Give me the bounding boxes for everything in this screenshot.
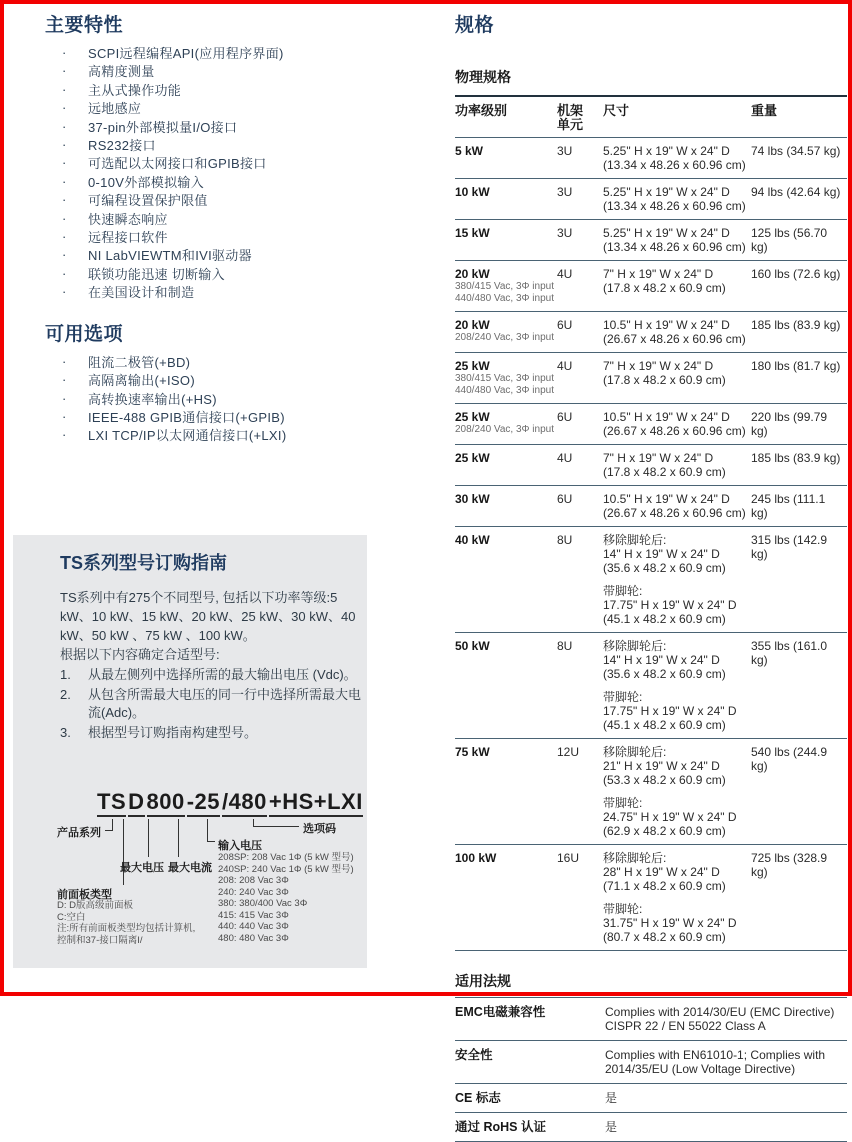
rack-cell: 12U bbox=[557, 745, 580, 759]
power-sub-label: 440/480 Vac, 3Φ input bbox=[455, 293, 554, 304]
regulation-value bbox=[605, 1041, 847, 1083]
weight-cell: 125 lbs (56.70 kg) bbox=[751, 226, 828, 254]
rack-cell: 16U bbox=[557, 851, 580, 865]
power-cell bbox=[455, 261, 557, 311]
power-sub-label: 440/480 Vac, 3Φ input bbox=[455, 385, 554, 396]
input-voltage-line: 208SP: 208 Vac 1Φ (5 kW 型号) bbox=[218, 852, 354, 863]
bullet-dot: · bbox=[62, 192, 67, 208]
power-cell bbox=[455, 739, 557, 844]
regulation-label: 通过 RoHS 认证 bbox=[455, 1120, 546, 1134]
bullet-dot: · bbox=[62, 137, 67, 153]
power-sub-label: 380/415 Vac, 3Φ input bbox=[455, 281, 554, 292]
dims-cell bbox=[603, 527, 751, 632]
connector-line bbox=[253, 826, 299, 827]
power-value: 20 kW bbox=[455, 318, 490, 332]
option-item: · LXI TCP/IP以太网通信接口(+LXI) bbox=[62, 427, 287, 444]
dims-cell bbox=[603, 404, 751, 444]
rack-cell: 8U bbox=[557, 639, 573, 653]
input-voltage-line: 440: 440 Vac 3Φ bbox=[218, 921, 289, 932]
dims-cell bbox=[603, 220, 751, 260]
regulation-value bbox=[605, 1113, 847, 1141]
feature-item: · 高精度测量 bbox=[62, 63, 155, 80]
spec-row bbox=[455, 845, 847, 951]
ordering-guide-note: 根据以下内容确定合适型号: bbox=[60, 647, 220, 662]
bullet-dot: · bbox=[62, 353, 67, 369]
feature-item: · SCPI远程编程API(应用程序界面) bbox=[62, 45, 284, 61]
power-cell bbox=[455, 220, 557, 260]
guide-step: 3. 根据型号订购指南构建型号。 bbox=[60, 725, 258, 740]
regulation-value bbox=[605, 998, 847, 1040]
spec-row bbox=[455, 312, 847, 353]
power-sub-label: 380/415 Vac, 3Φ input bbox=[455, 373, 554, 384]
step-number: 1. bbox=[60, 667, 71, 682]
weight-cell: 185 lbs (83.9 kg) bbox=[751, 451, 841, 465]
feature-item: · 快速瞬态响应 bbox=[62, 210, 168, 227]
dims-line: 带脚轮: bbox=[603, 902, 643, 916]
specs-column bbox=[455, 10, 847, 1142]
power-cell bbox=[455, 138, 557, 178]
power-value: 10 kW bbox=[455, 185, 490, 199]
dims-line: 移除脚轮后: bbox=[603, 745, 667, 759]
power-sub-label: 208/240 Vac, 3Φ input bbox=[455, 424, 554, 435]
power-value: 20 kW bbox=[455, 267, 490, 281]
connector-line bbox=[148, 819, 149, 857]
front-panel-list bbox=[57, 900, 195, 946]
power-value: 100 kW bbox=[455, 851, 497, 865]
dims-cell bbox=[603, 261, 751, 311]
dims-line: (26.67 x 48.26 x 60.96 cm) bbox=[603, 332, 746, 346]
dims-spacer bbox=[603, 575, 749, 584]
power-value: 25 kW bbox=[455, 359, 490, 373]
spec-row bbox=[455, 404, 847, 445]
front-panel-line: 注:所有前面板类型均包括计算机, bbox=[57, 923, 196, 934]
dims-line: (26.67 x 48.26 x 60.96 cm) bbox=[603, 424, 746, 438]
regulation-label: 安全性 bbox=[455, 1048, 493, 1062]
dims-cell bbox=[603, 138, 751, 178]
header-rack: 机架单元 bbox=[557, 103, 584, 132]
regulation-value bbox=[605, 1084, 847, 1112]
regulation-row bbox=[455, 1113, 847, 1142]
connector-line bbox=[207, 819, 208, 842]
options-list bbox=[45, 354, 437, 446]
model-segment: D bbox=[128, 789, 144, 817]
dims-cell bbox=[603, 445, 751, 485]
power-value: 25 kW bbox=[455, 451, 490, 465]
dims-line: 带脚轮: bbox=[603, 584, 643, 598]
bullet-dot: · bbox=[62, 284, 67, 300]
power-cell bbox=[455, 633, 557, 738]
feature-item: · NI LabVIEWTM和IVI驱动器 bbox=[62, 247, 252, 264]
ordering-guide-box bbox=[13, 535, 367, 968]
spec-row bbox=[455, 633, 847, 739]
ordering-guide-intro: TS系列中有275个不同型号, 包括以下功率等级:5 kW、10 kW、15 kW、20 kW、25 kW、30 kW、40 kW、50 kW 、75 kW 、100 kW。 bbox=[60, 590, 356, 643]
dims-line: 移除脚轮后: bbox=[603, 533, 667, 547]
ordering-guide-steps bbox=[60, 666, 364, 744]
dims-line: (53.3 x 48.2 x 60.9 cm) bbox=[603, 773, 726, 787]
physical-specs-title: 物理规格 bbox=[455, 69, 511, 85]
model-number-diagram bbox=[13, 785, 367, 965]
weight-cell: 74 lbs (34.57 kg) bbox=[751, 144, 841, 158]
dims-line: 5.25" H x 19" W x 24" D bbox=[603, 144, 730, 158]
ordering-guide-title: TS系列型号订购指南 bbox=[60, 553, 228, 573]
dims-line: 17.75" H x 19" W x 24" D bbox=[603, 704, 737, 718]
rack-cell: 3U bbox=[557, 185, 573, 199]
power-cell bbox=[455, 527, 557, 632]
bullet-dot: · bbox=[62, 229, 67, 245]
dims-cell bbox=[603, 633, 751, 738]
input-voltage-line: 240: 240 Vac 3Φ bbox=[218, 886, 289, 898]
bullet-dot: · bbox=[62, 408, 67, 424]
dims-line: (13.34 x 48.26 x 60.96 cm) bbox=[603, 199, 746, 213]
bullet-dot: · bbox=[62, 173, 67, 189]
feature-item: · 远程接口软件 bbox=[62, 229, 168, 246]
bullet-dot: · bbox=[62, 45, 67, 60]
dims-line: 7" H x 19" W x 24" D bbox=[603, 359, 714, 373]
dims-cell bbox=[603, 179, 751, 219]
dims-line: 10.5" H x 19" W x 24" D bbox=[603, 318, 730, 332]
bullet-dot: · bbox=[62, 427, 67, 443]
weight-cell: 160 lbs (72.6 kg) bbox=[751, 267, 841, 281]
rack-cell: 6U bbox=[557, 318, 573, 332]
header-weight: 重量 bbox=[751, 103, 778, 118]
weight-cell: 220 lbs (99.79 kg) bbox=[751, 410, 828, 438]
spec-row bbox=[455, 220, 847, 261]
rack-cell: 3U bbox=[557, 226, 573, 240]
spec-row bbox=[455, 138, 847, 179]
left-column bbox=[45, 10, 437, 446]
front-panel-line: C:空白 bbox=[57, 911, 86, 923]
option-item: · 阻流二极管(+BD) bbox=[62, 353, 191, 370]
input-voltage-line: 480: 480 Vac 3Φ bbox=[218, 932, 289, 944]
dims-line: 7" H x 19" W x 24" D bbox=[603, 451, 714, 465]
dims-line: (13.34 x 48.26 x 60.96 cm) bbox=[603, 158, 746, 172]
connector-line bbox=[123, 819, 124, 885]
spec-row bbox=[455, 179, 847, 220]
bullet-dot: · bbox=[62, 81, 67, 97]
spec-row bbox=[455, 353, 847, 404]
dims-line: 7" H x 19" W x 24" D bbox=[603, 267, 714, 281]
regulation-value-line: 是 bbox=[605, 1091, 618, 1105]
dims-spacer bbox=[603, 681, 749, 690]
dims-line: 带脚轮: bbox=[603, 796, 643, 810]
dims-line: (45.1 x 48.2 x 60.9 cm) bbox=[603, 718, 726, 732]
input-voltage-line: 240SP: 240 Vac 1Φ (5 kW 型号) bbox=[218, 863, 354, 875]
spec-row bbox=[455, 261, 847, 312]
dims-line: 21" H x 19" W x 24" D bbox=[603, 759, 720, 773]
label-input-voltage: 输入电压 bbox=[218, 840, 262, 852]
specs-title: 规格 bbox=[455, 15, 495, 36]
spec-row bbox=[455, 486, 847, 527]
dims-cell bbox=[603, 353, 751, 403]
bullet-dot: · bbox=[62, 100, 67, 116]
power-cell bbox=[455, 312, 557, 352]
regulation-row bbox=[455, 1041, 847, 1084]
dims-line: 5.25" H x 19" W x 24" D bbox=[603, 185, 730, 199]
features-list bbox=[45, 45, 437, 303]
feature-item: · 主从式操作功能 bbox=[62, 81, 182, 98]
power-cell bbox=[455, 404, 557, 444]
spec-row bbox=[455, 527, 847, 633]
regulation-label: CE 标志 bbox=[455, 1091, 501, 1105]
rack-cell: 6U bbox=[557, 410, 573, 424]
connector-line bbox=[178, 819, 179, 857]
dims-line: (17.8 x 48.2 x 60.9 cm) bbox=[603, 281, 726, 295]
weight-cell: 725 lbs (328.9 kg) bbox=[751, 851, 828, 879]
bullet-dot: · bbox=[62, 118, 67, 134]
regulation-row bbox=[455, 1084, 847, 1113]
connector-line bbox=[207, 841, 215, 842]
bullet-dot: · bbox=[62, 247, 67, 263]
dims-line: 17.75" H x 19" W x 24" D bbox=[603, 598, 737, 612]
option-item: · 高转换速率输出(+HS) bbox=[62, 390, 217, 407]
dims-line: 24.75" H x 19" W x 24" D bbox=[603, 810, 737, 824]
rack-cell: 6U bbox=[557, 492, 573, 506]
model-segment: -25 bbox=[187, 789, 220, 817]
connector-line bbox=[105, 830, 113, 831]
dims-line: 31.75" H x 19" W x 24" D bbox=[603, 916, 737, 930]
regulations-table bbox=[455, 998, 847, 1142]
power-cell bbox=[455, 179, 557, 219]
dims-spacer bbox=[603, 787, 749, 796]
dims-cell bbox=[603, 739, 751, 844]
rack-cell: 4U bbox=[557, 451, 573, 465]
regulation-value-line: CISPR 22 / EN 55022 Class A bbox=[605, 1019, 766, 1033]
model-segment: TS bbox=[97, 789, 126, 817]
step-number: 2. bbox=[60, 687, 71, 702]
dims-line: 14" H x 19" W x 24" D bbox=[603, 653, 720, 667]
guide-step: 1. 从最左侧列中选择所需的最大输出电压 (Vdc)。 bbox=[60, 667, 357, 682]
label-option-code: 选项码 bbox=[303, 823, 336, 835]
weight-cell: 245 lbs (111.1 kg) bbox=[751, 492, 826, 520]
power-value: 25 kW bbox=[455, 410, 490, 424]
dims-line: 移除脚轮后: bbox=[603, 851, 667, 865]
weight-cell: 185 lbs (83.9 kg) bbox=[751, 318, 841, 332]
feature-item: · 0-10V外部模拟输入 bbox=[62, 173, 204, 190]
dims-line: (62.9 x 48.2 x 60.9 cm) bbox=[603, 824, 726, 838]
front-panel-line: 控制和37-接口隔离I/ bbox=[57, 934, 143, 946]
dims-line: (80.7 x 48.2 x 60.9 cm) bbox=[603, 930, 726, 944]
input-voltage-list bbox=[218, 852, 354, 944]
weight-cell: 315 lbs (142.9 kg) bbox=[751, 533, 828, 561]
dims-line: 5.25" H x 19" W x 24" D bbox=[603, 226, 730, 240]
dims-line: (35.6 x 48.2 x 60.9 cm) bbox=[603, 561, 726, 575]
specs-table-header bbox=[455, 97, 847, 138]
guide-step: 2. 从包含所需最大电压的同一行中选择所需最大电流(Adc)。 bbox=[60, 687, 362, 720]
features-title: 主要特性 bbox=[45, 15, 124, 36]
power-value: 5 kW bbox=[455, 144, 484, 158]
dims-line: 10.5" H x 19" W x 24" D bbox=[603, 492, 730, 506]
front-panel-line: D: D版高级前面板 bbox=[57, 900, 134, 911]
dims-line: 28" H x 19" W x 24" D bbox=[603, 865, 720, 879]
feature-item: · RS232接口 bbox=[62, 137, 156, 154]
option-item: · 高隔离输出(+ISO) bbox=[62, 372, 195, 389]
power-value: 40 kW bbox=[455, 533, 490, 547]
model-segment: 800 bbox=[147, 789, 185, 817]
dims-line: 带脚轮: bbox=[603, 690, 643, 704]
rack-cell: 4U bbox=[557, 359, 573, 373]
power-value: 75 kW bbox=[455, 745, 490, 759]
weight-cell: 540 lbs (244.9 kg) bbox=[751, 745, 828, 773]
weight-cell: 180 lbs (81.7 kg) bbox=[751, 359, 841, 373]
dims-spacer bbox=[603, 893, 749, 902]
step-number: 3. bbox=[60, 725, 71, 740]
rack-cell: 8U bbox=[557, 533, 573, 547]
feature-item: · 可选配以太网接口和GPIB接口 bbox=[62, 155, 267, 172]
header-dims: 尺寸 bbox=[603, 103, 630, 118]
dims-line: (35.6 x 48.2 x 60.9 cm) bbox=[603, 667, 726, 681]
feature-item: · 远地感应 bbox=[62, 100, 142, 117]
dims-line: (17.8 x 48.2 x 60.9 cm) bbox=[603, 373, 726, 387]
dims-line: 10.5" H x 19" W x 24" D bbox=[603, 410, 730, 424]
input-voltage-line: 380: 380/400 Vac 3Φ bbox=[218, 898, 308, 909]
dims-line: (45.1 x 48.2 x 60.9 cm) bbox=[603, 612, 726, 626]
label-front-panel: 前面板类型 bbox=[57, 889, 112, 901]
model-segment: /480 bbox=[222, 789, 267, 817]
regulation-value-line: 是 bbox=[605, 1120, 618, 1134]
power-cell bbox=[455, 445, 557, 485]
regulation-label: EMC电磁兼容性 bbox=[455, 1005, 546, 1019]
power-cell bbox=[455, 353, 557, 403]
bullet-dot: · bbox=[62, 372, 67, 388]
model-number bbox=[97, 789, 365, 815]
label-max-current: 最大电流 bbox=[168, 862, 212, 874]
feature-item: · 37-pin外部模拟量I/O接口 bbox=[62, 118, 238, 135]
regulation-row bbox=[455, 998, 847, 1041]
regulation-value-line: Complies with EN61010-1; Complies with bbox=[605, 1048, 826, 1062]
bullet-dot: · bbox=[62, 210, 67, 226]
input-voltage-line: 208: 208 Vac 3Φ bbox=[218, 875, 289, 886]
feature-item: · 可编程设置保护限值 bbox=[62, 192, 208, 209]
physical-specs-table bbox=[455, 95, 847, 951]
dims-line: 移除脚轮后: bbox=[603, 639, 667, 653]
label-product-series: 产品系列 bbox=[57, 827, 101, 839]
dims-line: (13.34 x 48.26 x 60.96 cm) bbox=[603, 240, 746, 254]
label-max-voltage: 最大电压 bbox=[120, 862, 164, 874]
weight-cell: 355 lbs (161.0 kg) bbox=[751, 639, 828, 667]
rack-cell: 4U bbox=[557, 267, 573, 281]
rack-cell: 3U bbox=[557, 144, 573, 158]
regulations-title: 适用法规 bbox=[455, 971, 847, 998]
power-value: 15 kW bbox=[455, 226, 490, 240]
feature-item: · 联锁功能迅速 切断输入 bbox=[62, 265, 225, 282]
dims-cell bbox=[603, 312, 751, 352]
dims-line: (71.1 x 48.2 x 60.9 cm) bbox=[603, 879, 726, 893]
regulation-value-line: Complies with 2014/30/EU (EMC Directive) bbox=[605, 1005, 835, 1019]
weight-cell: 94 lbs (42.64 kg) bbox=[751, 185, 841, 199]
input-voltage-line: 415: 415 Vac 3Φ bbox=[218, 909, 289, 921]
options-title: 可用选项 bbox=[45, 323, 124, 345]
power-cell bbox=[455, 845, 557, 950]
feature-item: · 在美国设计和制造 bbox=[62, 284, 195, 301]
bullet-dot: · bbox=[62, 265, 67, 281]
spec-row bbox=[455, 445, 847, 486]
dims-line: (17.8 x 48.2 x 60.9 cm) bbox=[603, 465, 726, 479]
specs-table-body bbox=[455, 138, 847, 951]
power-sub-label: 208/240 Vac, 3Φ input bbox=[455, 332, 554, 343]
dims-line: 14" H x 19" W x 24" D bbox=[603, 547, 720, 561]
header-power: 功率级别 bbox=[455, 103, 508, 118]
dims-line: (26.67 x 48.26 x 60.96 cm) bbox=[603, 506, 746, 520]
model-segment: +HS+LXI bbox=[269, 789, 363, 817]
power-value: 30 kW bbox=[455, 492, 490, 506]
bullet-dot: · bbox=[62, 63, 67, 79]
option-item: · IEEE-488 GPIB通信接口(+GPIB) bbox=[62, 408, 285, 425]
bullet-dot: · bbox=[62, 155, 67, 171]
power-value: 50 kW bbox=[455, 639, 490, 653]
dims-cell bbox=[603, 845, 751, 950]
dims-cell bbox=[603, 486, 751, 526]
regulation-value-line: 2014/35/EU (Low Voltage Directive) bbox=[605, 1062, 796, 1076]
spec-row bbox=[455, 739, 847, 845]
bullet-dot: · bbox=[62, 390, 67, 406]
power-cell bbox=[455, 486, 557, 526]
